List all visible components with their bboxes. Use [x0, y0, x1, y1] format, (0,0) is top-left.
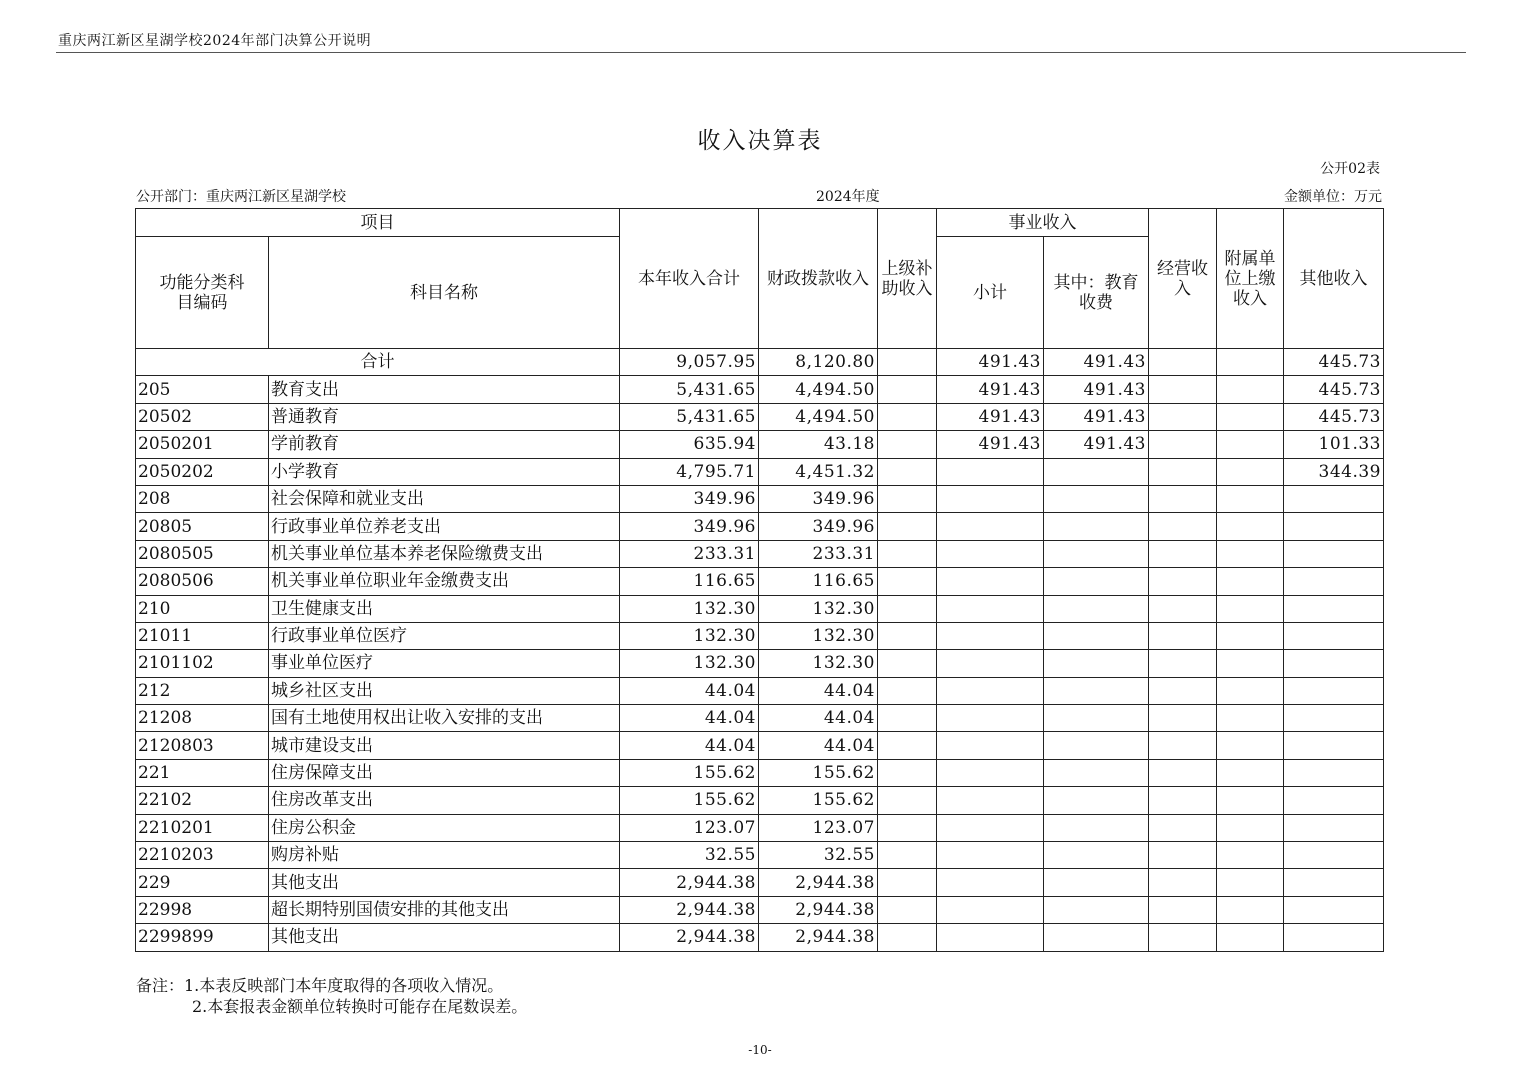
total-affiliated-cell — [1217, 349, 1284, 376]
operating-income-cell — [1149, 924, 1217, 951]
table-row — [136, 869, 1384, 896]
header-item: 项目 — [136, 209, 620, 237]
subject-code-cell: 20805 — [136, 513, 269, 540]
fiscal-appropriation-cell: 32.55 — [759, 842, 878, 869]
superior-subsidy-cell — [878, 622, 937, 649]
fiscal-year: 2024年度 — [816, 189, 880, 205]
total-income-cell: 44.04 — [620, 705, 759, 732]
operating-income-cell — [1149, 787, 1217, 814]
operating-income-cell — [1149, 869, 1217, 896]
education-fee-cell — [1044, 732, 1149, 759]
affiliated-income-cell — [1217, 403, 1284, 430]
subject-code-cell: 2299899 — [136, 924, 269, 951]
total-edu-fee-cell: 491.43 — [1044, 349, 1149, 376]
other-income-cell — [1284, 896, 1384, 923]
header-operating-income: 经营收入 — [1149, 209, 1217, 349]
superior-subsidy-cell — [878, 705, 937, 732]
affiliated-income-cell — [1217, 622, 1284, 649]
table-row — [136, 458, 1384, 485]
table-row — [136, 485, 1384, 512]
total-fiscal-cell: 8,120.80 — [759, 349, 878, 376]
other-income-cell — [1284, 842, 1384, 869]
affiliated-income-cell — [1217, 732, 1284, 759]
total-income-cell: 155.62 — [620, 759, 759, 786]
page-number: -10- — [748, 1043, 772, 1057]
total-income-cell: 9,057.95 — [620, 349, 759, 376]
total-income-cell: 2,944.38 — [620, 924, 759, 951]
subject-code-cell: 2080506 — [136, 568, 269, 595]
subject-code-cell: 2080505 — [136, 540, 269, 567]
subject-code-cell: 210 — [136, 595, 269, 622]
fiscal-appropriation-cell: 4,494.50 — [759, 376, 878, 403]
business-subtotal-cell: 491.43 — [937, 376, 1044, 403]
header-superior-subsidy: 上级补助收入 — [878, 209, 937, 349]
total-income-cell: 44.04 — [620, 677, 759, 704]
operating-income-cell — [1149, 814, 1217, 841]
subject-name-cell: 国有土地使用权出让收入安排的支出 — [269, 705, 620, 732]
superior-subsidy-cell — [878, 787, 937, 814]
other-income-cell — [1284, 705, 1384, 732]
total-income-cell: 123.07 — [620, 814, 759, 841]
superior-subsidy-cell — [878, 431, 937, 458]
affiliated-income-cell — [1217, 677, 1284, 704]
other-income-cell — [1284, 759, 1384, 786]
other-income-cell — [1284, 568, 1384, 595]
header-affiliated-income: 附属单位上缴收入 — [1217, 209, 1284, 349]
meta-row — [136, 186, 1382, 206]
table-row — [136, 814, 1384, 841]
total-superior-cell — [878, 349, 937, 376]
table-row — [136, 513, 1384, 540]
total-subtotal-cell: 491.43 — [937, 349, 1044, 376]
subject-code-cell: 212 — [136, 677, 269, 704]
fiscal-appropriation-cell: 2,944.38 — [759, 924, 878, 951]
subject-name-cell: 住房改革支出 — [269, 787, 620, 814]
subject-name-cell: 机关事业单位职业年金缴费支出 — [269, 568, 620, 595]
amount-unit: 金额单位：万元 — [1284, 189, 1382, 205]
subject-name-cell: 机关事业单位基本养老保险缴费支出 — [269, 540, 620, 567]
table-row — [136, 705, 1384, 732]
table-row — [136, 732, 1384, 759]
education-fee-cell: 491.43 — [1044, 376, 1149, 403]
affiliated-income-cell — [1217, 814, 1284, 841]
education-fee-cell — [1044, 540, 1149, 567]
fiscal-appropriation-cell: 116.65 — [759, 568, 878, 595]
table-row — [136, 677, 1384, 704]
table-row — [136, 431, 1384, 458]
fiscal-appropriation-cell: 155.62 — [759, 759, 878, 786]
education-fee-cell — [1044, 513, 1149, 540]
affiliated-income-cell — [1217, 787, 1284, 814]
fiscal-appropriation-cell: 44.04 — [759, 677, 878, 704]
subject-name-cell: 卫生健康支出 — [269, 595, 620, 622]
total-income-cell: 132.30 — [620, 595, 759, 622]
table-row — [136, 924, 1384, 951]
notes — [136, 975, 527, 1017]
business-subtotal-cell — [937, 458, 1044, 485]
superior-subsidy-cell — [878, 513, 937, 540]
other-income-cell: 445.73 — [1284, 376, 1384, 403]
superior-subsidy-cell — [878, 842, 937, 869]
subject-code-cell: 205 — [136, 376, 269, 403]
total-income-cell: 2,944.38 — [620, 896, 759, 923]
superior-subsidy-cell — [878, 485, 937, 512]
education-fee-cell — [1044, 458, 1149, 485]
table-row — [136, 595, 1384, 622]
affiliated-income-cell — [1217, 896, 1284, 923]
total-income-cell: 349.96 — [620, 485, 759, 512]
other-income-cell — [1284, 787, 1384, 814]
total-income-cell: 44.04 — [620, 732, 759, 759]
superior-subsidy-cell — [878, 650, 937, 677]
education-fee-cell — [1044, 650, 1149, 677]
operating-income-cell — [1149, 376, 1217, 403]
education-fee-cell — [1044, 705, 1149, 732]
fiscal-appropriation-cell: 2,944.38 — [759, 896, 878, 923]
subject-code-cell: 221 — [136, 759, 269, 786]
header-subtotal: 小计 — [937, 237, 1044, 349]
fiscal-appropriation-cell: 349.96 — [759, 513, 878, 540]
business-subtotal-cell — [937, 924, 1044, 951]
education-fee-cell — [1044, 924, 1149, 951]
superior-subsidy-cell — [878, 759, 937, 786]
other-income-cell — [1284, 732, 1384, 759]
fiscal-appropriation-cell: 4,451.32 — [759, 458, 878, 485]
affiliated-income-cell — [1217, 431, 1284, 458]
subject-code-cell: 208 — [136, 485, 269, 512]
subject-name-cell: 城市建设支出 — [269, 732, 620, 759]
subject-name-cell: 教育支出 — [269, 376, 620, 403]
business-subtotal-cell — [937, 485, 1044, 512]
subject-code-cell: 229 — [136, 869, 269, 896]
table-row — [136, 650, 1384, 677]
business-subtotal-cell: 491.43 — [937, 403, 1044, 430]
education-fee-cell — [1044, 842, 1149, 869]
affiliated-income-cell — [1217, 568, 1284, 595]
other-income-cell — [1284, 814, 1384, 841]
affiliated-income-cell — [1217, 513, 1284, 540]
other-income-cell — [1284, 650, 1384, 677]
subject-code-cell: 2210203 — [136, 842, 269, 869]
business-subtotal-cell — [937, 814, 1044, 841]
fiscal-appropriation-cell: 2,944.38 — [759, 869, 878, 896]
superior-subsidy-cell — [878, 595, 937, 622]
business-subtotal-cell — [937, 513, 1044, 540]
affiliated-income-cell — [1217, 759, 1284, 786]
subject-code-cell: 2050202 — [136, 458, 269, 485]
table-row — [136, 540, 1384, 567]
subject-name-cell: 城乡社区支出 — [269, 677, 620, 704]
other-income-cell — [1284, 622, 1384, 649]
operating-income-cell — [1149, 842, 1217, 869]
total-income-cell: 132.30 — [620, 650, 759, 677]
total-label: 合计 — [136, 349, 620, 376]
affiliated-income-cell — [1217, 650, 1284, 677]
subject-name-cell: 住房公积金 — [269, 814, 620, 841]
subject-code-cell: 2120803 — [136, 732, 269, 759]
total-income-cell: 5,431.65 — [620, 403, 759, 430]
superior-subsidy-cell — [878, 458, 937, 485]
other-income-cell — [1284, 677, 1384, 704]
total-row — [136, 349, 1384, 376]
fiscal-appropriation-cell: 4,494.50 — [759, 403, 878, 430]
superior-subsidy-cell — [878, 540, 937, 567]
subject-code-cell: 22998 — [136, 896, 269, 923]
affiliated-income-cell — [1217, 705, 1284, 732]
education-fee-cell — [1044, 677, 1149, 704]
table-row — [136, 403, 1384, 430]
fiscal-appropriation-cell: 132.30 — [759, 650, 878, 677]
fiscal-appropriation-cell: 43.18 — [759, 431, 878, 458]
business-subtotal-cell — [937, 540, 1044, 567]
other-income-cell — [1284, 869, 1384, 896]
total-income-cell: 5,431.65 — [620, 376, 759, 403]
other-income-cell: 101.33 — [1284, 431, 1384, 458]
operating-income-cell — [1149, 677, 1217, 704]
operating-income-cell — [1149, 732, 1217, 759]
header-business-income: 事业收入 — [937, 209, 1149, 237]
business-subtotal-cell — [937, 759, 1044, 786]
subject-name-cell: 其他支出 — [269, 924, 620, 951]
business-subtotal-cell — [937, 595, 1044, 622]
fiscal-appropriation-cell: 44.04 — [759, 705, 878, 732]
business-subtotal-cell — [937, 842, 1044, 869]
subject-code-cell: 21011 — [136, 622, 269, 649]
total-income-cell: 4,795.71 — [620, 458, 759, 485]
business-subtotal-cell — [937, 677, 1044, 704]
total-income-cell: 116.65 — [620, 568, 759, 595]
subject-name-cell: 事业单位医疗 — [269, 650, 620, 677]
affiliated-income-cell — [1217, 376, 1284, 403]
subject-name-cell: 社会保障和就业支出 — [269, 485, 620, 512]
education-fee-cell: 491.43 — [1044, 403, 1149, 430]
subject-name-cell: 行政事业单位医疗 — [269, 622, 620, 649]
operating-income-cell — [1149, 485, 1217, 512]
subject-code-cell: 2101102 — [136, 650, 269, 677]
total-income-cell: 635.94 — [620, 431, 759, 458]
subject-name-cell: 小学教育 — [269, 458, 620, 485]
subject-code-cell: 2210201 — [136, 814, 269, 841]
affiliated-income-cell — [1217, 595, 1284, 622]
operating-income-cell — [1149, 705, 1217, 732]
education-fee-cell — [1044, 787, 1149, 814]
header-other-income: 其他收入 — [1284, 209, 1384, 349]
total-income-cell: 32.55 — [620, 842, 759, 869]
superior-subsidy-cell — [878, 568, 937, 595]
other-income-cell — [1284, 595, 1384, 622]
table-row — [136, 896, 1384, 923]
table-row — [136, 622, 1384, 649]
header-divider — [56, 52, 1466, 53]
fiscal-appropriation-cell: 132.30 — [759, 622, 878, 649]
header-fiscal-appropriation: 财政拨款收入 — [759, 209, 878, 349]
affiliated-income-cell — [1217, 842, 1284, 869]
document-title: 收入决算表 — [697, 128, 823, 154]
education-fee-cell — [1044, 896, 1149, 923]
business-subtotal-cell — [937, 650, 1044, 677]
subject-code-cell: 20502 — [136, 403, 269, 430]
business-subtotal-cell — [937, 896, 1044, 923]
education-fee-cell — [1044, 814, 1149, 841]
fiscal-appropriation-cell: 123.07 — [759, 814, 878, 841]
subject-name-cell: 住房保障支出 — [269, 759, 620, 786]
business-subtotal-cell — [937, 732, 1044, 759]
education-fee-cell — [1044, 595, 1149, 622]
business-subtotal-cell — [937, 705, 1044, 732]
superior-subsidy-cell — [878, 869, 937, 896]
superior-subsidy-cell — [878, 814, 937, 841]
fiscal-appropriation-cell: 155.62 — [759, 787, 878, 814]
note-line-1: 备注：1.本表反映部门本年度取得的各项收入情况。 — [136, 976, 504, 995]
header-total-income: 本年收入合计 — [620, 209, 759, 349]
business-subtotal-cell — [937, 869, 1044, 896]
affiliated-income-cell — [1217, 924, 1284, 951]
total-income-cell: 132.30 — [620, 622, 759, 649]
subject-code-cell: 21208 — [136, 705, 269, 732]
header-function-code: 功能分类科目编码 — [136, 237, 269, 349]
operating-income-cell — [1149, 540, 1217, 567]
other-income-cell — [1284, 485, 1384, 512]
table-row — [136, 376, 1384, 403]
business-subtotal-cell — [937, 787, 1044, 814]
subject-name-cell: 购房补贴 — [269, 842, 620, 869]
income-table — [135, 208, 1384, 952]
superior-subsidy-cell — [878, 403, 937, 430]
subject-name-cell: 其他支出 — [269, 869, 620, 896]
operating-income-cell — [1149, 622, 1217, 649]
superior-subsidy-cell — [878, 376, 937, 403]
total-income-cell: 2,944.38 — [620, 869, 759, 896]
subject-name-cell: 学前教育 — [269, 431, 620, 458]
form-code: 公开02表 — [1320, 161, 1380, 177]
superior-subsidy-cell — [878, 924, 937, 951]
total-income-cell: 233.31 — [620, 540, 759, 567]
total-operating-cell — [1149, 349, 1217, 376]
education-fee-cell — [1044, 568, 1149, 595]
table-row — [136, 568, 1384, 595]
total-other-cell: 445.73 — [1284, 349, 1384, 376]
operating-income-cell — [1149, 595, 1217, 622]
running-header: 重庆两江新区星湖学校2024年部门决算公开说明 — [58, 33, 372, 49]
operating-income-cell — [1149, 650, 1217, 677]
operating-income-cell — [1149, 896, 1217, 923]
education-fee-cell — [1044, 485, 1149, 512]
operating-income-cell — [1149, 458, 1217, 485]
other-income-cell — [1284, 924, 1384, 951]
operating-income-cell — [1149, 431, 1217, 458]
total-income-cell: 155.62 — [620, 787, 759, 814]
subject-code-cell: 2050201 — [136, 431, 269, 458]
header-subject-name: 科目名称 — [269, 237, 620, 349]
table-row — [136, 787, 1384, 814]
other-income-cell: 445.73 — [1284, 403, 1384, 430]
note-line-2: 2.本套报表金额单位转换时可能存在尾数误差。 — [192, 997, 528, 1016]
education-fee-cell — [1044, 869, 1149, 896]
business-subtotal-cell — [937, 622, 1044, 649]
operating-income-cell — [1149, 513, 1217, 540]
fiscal-appropriation-cell: 132.30 — [759, 595, 878, 622]
department-label: 公开部门：重庆两江新区星湖学校 — [136, 189, 346, 205]
operating-income-cell — [1149, 403, 1217, 430]
table-row — [136, 842, 1384, 869]
education-fee-cell: 491.43 — [1044, 431, 1149, 458]
fiscal-appropriation-cell: 44.04 — [759, 732, 878, 759]
subject-code-cell: 22102 — [136, 787, 269, 814]
business-subtotal-cell — [937, 568, 1044, 595]
education-fee-cell — [1044, 759, 1149, 786]
table-row — [136, 759, 1384, 786]
operating-income-cell — [1149, 568, 1217, 595]
other-income-cell: 344.39 — [1284, 458, 1384, 485]
fiscal-appropriation-cell: 233.31 — [759, 540, 878, 567]
fiscal-appropriation-cell: 349.96 — [759, 485, 878, 512]
superior-subsidy-cell — [878, 896, 937, 923]
affiliated-income-cell — [1217, 485, 1284, 512]
affiliated-income-cell — [1217, 540, 1284, 567]
subject-name-cell: 超长期特别国债安排的其他支出 — [269, 896, 620, 923]
business-subtotal-cell: 491.43 — [937, 431, 1044, 458]
superior-subsidy-cell — [878, 732, 937, 759]
total-income-cell: 349.96 — [620, 513, 759, 540]
subject-name-cell: 普通教育 — [269, 403, 620, 430]
subject-name-cell: 行政事业单位养老支出 — [269, 513, 620, 540]
affiliated-income-cell — [1217, 458, 1284, 485]
other-income-cell — [1284, 513, 1384, 540]
superior-subsidy-cell — [878, 677, 937, 704]
affiliated-income-cell — [1217, 869, 1284, 896]
operating-income-cell — [1149, 759, 1217, 786]
header-education-fee: 其中：教育收费 — [1044, 237, 1149, 349]
other-income-cell — [1284, 540, 1384, 567]
education-fee-cell — [1044, 622, 1149, 649]
